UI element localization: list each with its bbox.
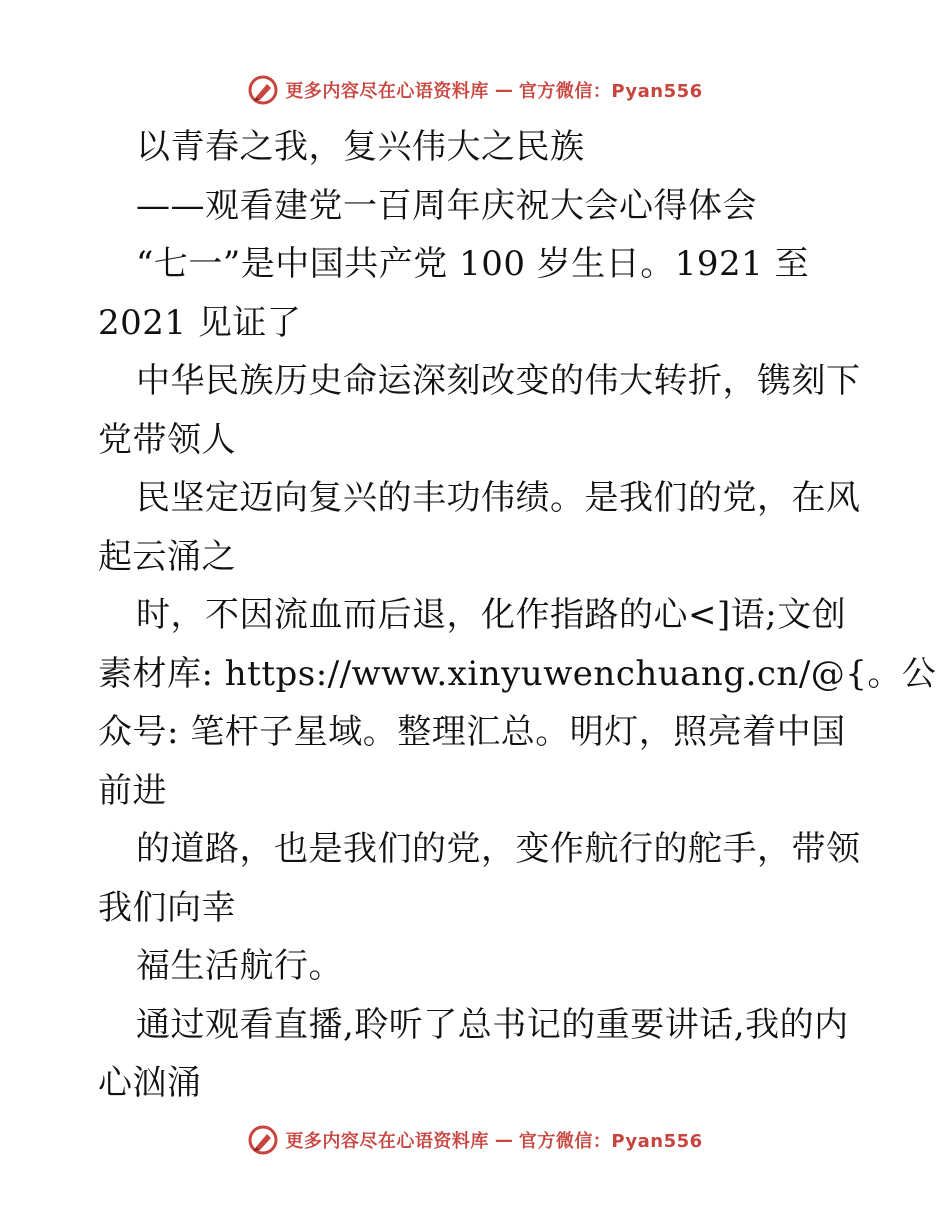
watermark-dash: —	[494, 1129, 513, 1151]
document-body	[98, 118, 937, 1113]
text-line: 党带领人	[98, 419, 236, 460]
doc-title: 以青春之我，复兴伟大之民族	[136, 127, 585, 167]
watermark-dash: —	[494, 79, 513, 101]
text-line: 通过观看直播,聆听了总书记的重要讲话,我的内	[136, 1004, 849, 1045]
text-line: 2021 见证了	[98, 302, 302, 343]
text-line: 前进	[98, 770, 167, 811]
pen-logo-icon	[247, 1124, 279, 1156]
text-line: 民坚定迈向复兴的丰功伟绩。是我们的党，在风	[136, 478, 861, 518]
text-line: “七一”是中国共产党 100 岁生日。1921 至	[136, 244, 810, 284]
text-line: 时，不因流血而后退，化作指路的心<]语;文创	[136, 595, 847, 635]
watermark-contact-text: 官方微信：Pyan556	[518, 81, 703, 102]
watermark-site-text: 更多内容尽在心语资料库	[285, 81, 489, 102]
pen-logo-icon	[247, 74, 279, 106]
text-line: 福生活航行。	[136, 946, 343, 986]
text-line: 素材库: https://www.xinyuwenchuang.cn/@{。公	[98, 653, 937, 694]
text-line: 中华民族历史命运深刻改变的伟大转折，镌刻下	[136, 361, 861, 401]
text-line: 起云涌之	[98, 536, 236, 577]
doc-subtitle: ——观看建党一百周年庆祝大会心得体会	[136, 185, 757, 226]
text-line: 的道路，也是我们的党，变作航行的舵手，带领	[136, 829, 861, 869]
text-line: 我们向幸	[98, 887, 236, 928]
header-watermark	[0, 70, 950, 110]
text-line: 心汹涌	[98, 1063, 202, 1103]
watermark-contact-text: 官方微信：Pyan556	[518, 1131, 703, 1152]
footer-watermark	[0, 1120, 950, 1160]
text-line: 众号: 笔杆子星域。整理汇总。明灯，照亮着中国	[98, 712, 846, 752]
watermark-site-text: 更多内容尽在心语资料库	[285, 1131, 489, 1152]
